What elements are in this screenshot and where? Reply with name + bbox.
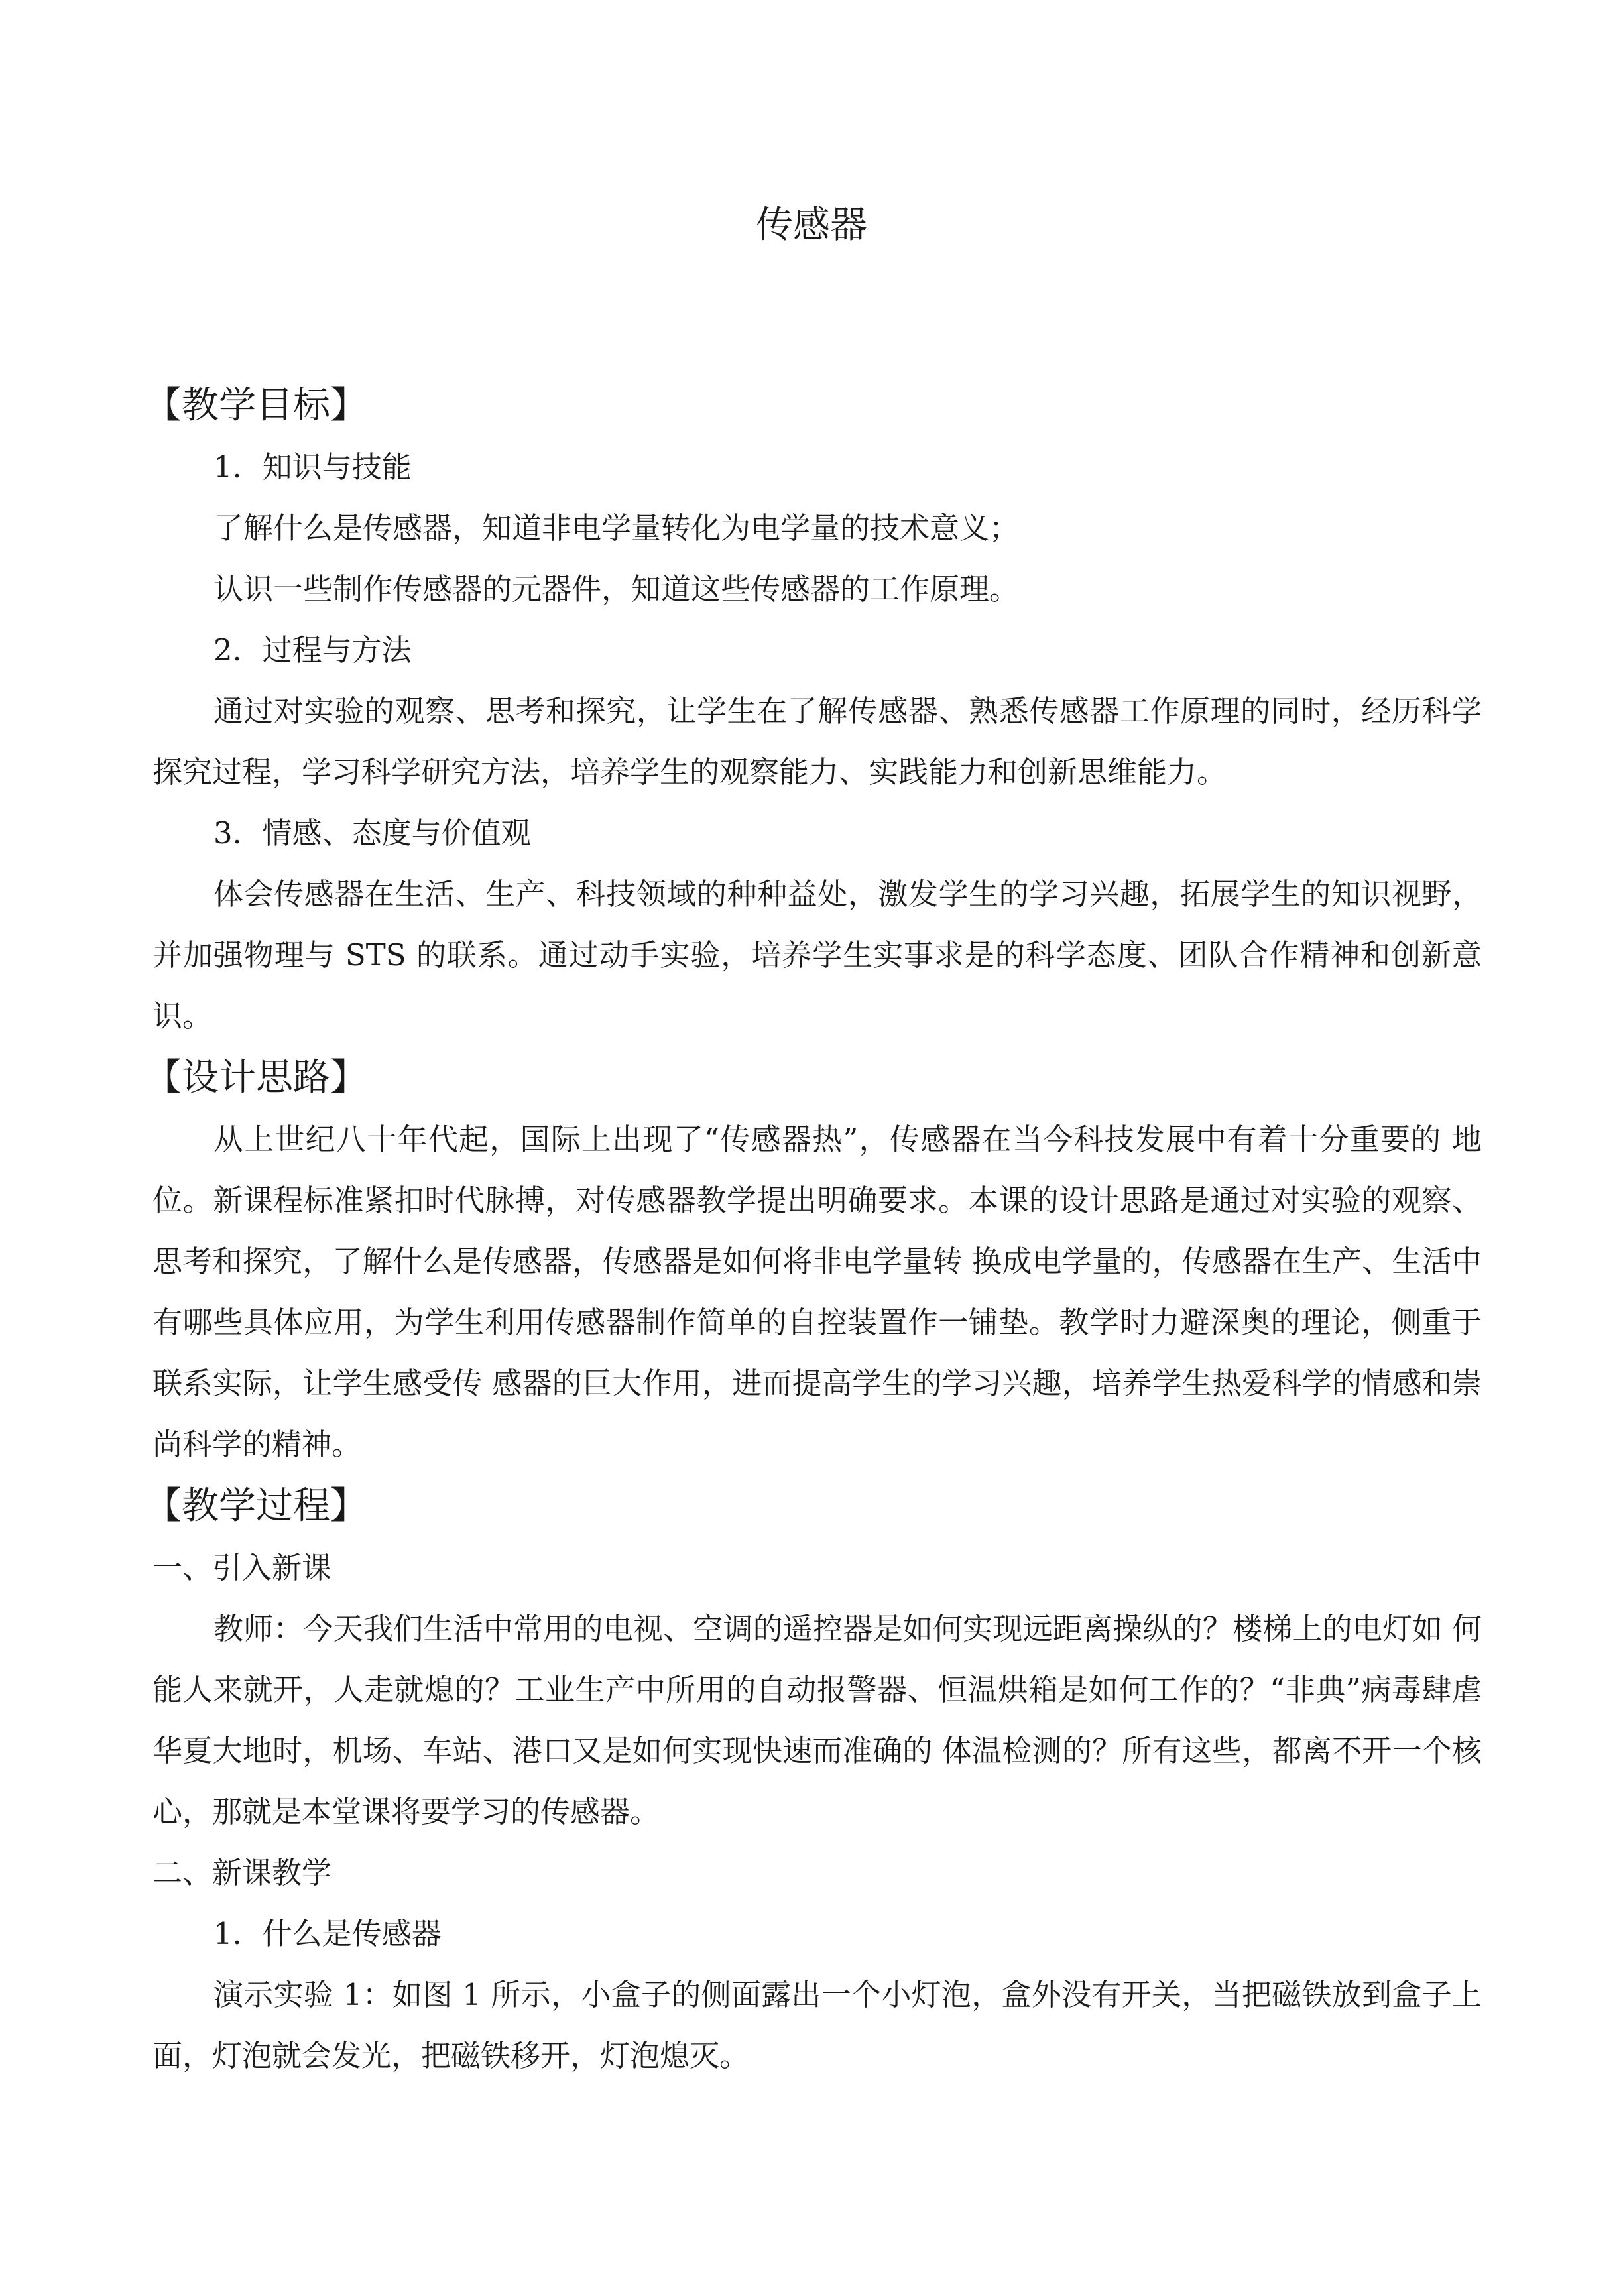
process-part-2-text: 演示实验 1：如图 1 所示，小盒子的侧面露出一个小灯泡，盒外没有开关，当把磁铁放到盒子上面，灯泡就会发光，把磁铁移开，灯泡熄灭。 (152, 1977, 1482, 2073)
document-title: 传感器 (756, 204, 867, 247)
design-text: 从上世纪八十年代起，国际上出现了“传感器热”，传感器在当今科技发展中有着十分重要的 地位。新课程标准紧扣时代脉搏，对传感器教学提出明确要求。本课的设计思路是通过对实验的观察、思考和探究，了解什么是传感器，传感器是如何将非电学量转 换成电学量的，传感器在生产、生活中有哪些具体应用，为学生利用传感器制作简单的自控装置作一铺垫。教学时力避深奥的理论，侧重于联系实际，让学生感受传 感器的巨大作用，进而提高学生的学习兴趣，培养学生热爱科学的情感和崇尚科学的精神。 (152, 1122, 1482, 1462)
section-heading-process: 【教学过程】 (145, 1484, 367, 1528)
process-part-1-text: 教师：今天我们生活中常用的电视、空调的遥控器是如何实现远距离操纵的？楼梯上的电灯如 何能人来就开，人走就熄的？工业生产中所用的自动报警器、恒温烘箱是如何工作的？“非典”病毒肆虐华夏大地时，机场、车站、港口又是如何实现快速而准确的 体温检测的？所有这些，都离不开一个核心，那就是本堂课将要学习的传感器。 (152, 1611, 1482, 1829)
document-body (145, 375, 1482, 2086)
section-heading-goals: 【教学目标】 (145, 384, 367, 427)
goal-item-2-text: 通过对实验的观察、思考和探究，让学生在了解传感器、熟悉传感器工作原理的同时，经历科学探究过程，学习科学研究方法，培养学生的观察能力、实践能力和创新思维能力。 (152, 694, 1482, 790)
goal-item-1-line-1: 了解什么是传感器，知道非电学量转化为电学量的技术意义； (213, 511, 1020, 546)
process-part-1-title: 一、引入新课 (152, 1550, 332, 1585)
process-part-2-subtitle: 1．什么是传感器 (213, 1916, 442, 1951)
goal-item-2-title: 2．过程与方法 (213, 633, 412, 668)
goal-item-3-title: 3．情感、态度与价值观 (213, 816, 531, 851)
section-heading-design: 【设计思路】 (145, 1056, 367, 1099)
goal-item-1-line-2: 认识一些制作传感器的元器件，知道这些传感器的工作原理。 (213, 572, 1020, 607)
process-part-2-title: 二、新课教学 (152, 1855, 332, 1890)
goal-item-3-text: 体会传感器在生活、生产、科技领域的种种益处，激发学生的学习兴趣，拓展学生的知识视野，并加强物理与 STS 的联系。通过动手实验，培养学生实事求是的科学态度、团队合作精神和创新意识。 (152, 876, 1482, 1034)
goal-item-1-title: 1．知识与技能 (213, 450, 412, 485)
